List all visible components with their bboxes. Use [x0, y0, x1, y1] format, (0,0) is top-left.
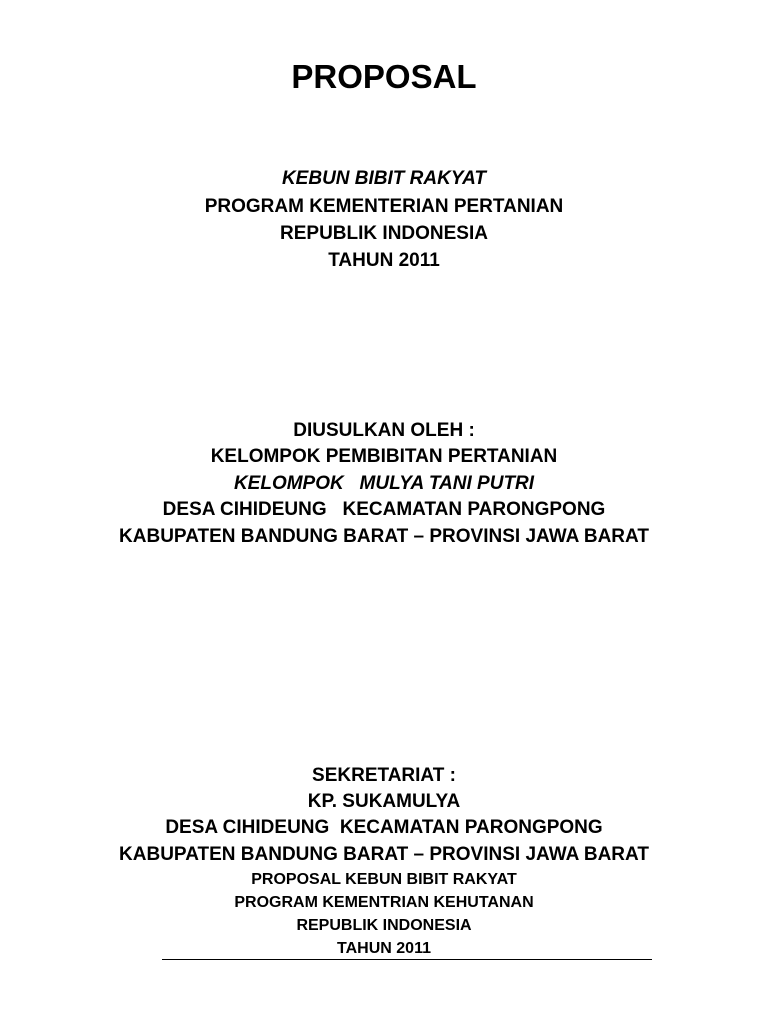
program-sponsor: PROGRAM KEMENTERIAN PERTANIAN: [204, 196, 564, 217]
secretariat-address: KP. SUKAMULYA: [307, 791, 461, 812]
secretariat-region: KABUPATEN BANDUNG BARAT – PROVINSI JAWA BARAT: [119, 844, 649, 865]
secretariat-heading: SEKRETARIAT :: [312, 765, 456, 786]
secretariat-village: DESA CIHIDEUNG KECAMATAN PARONGPONG: [165, 817, 603, 838]
proposer-heading: DIUSULKAN OLEH :: [293, 420, 475, 441]
proposer-group-type: KELOMPOK PEMBIBITAN PERTANIAN: [210, 446, 558, 467]
proposer-region: KABUPATEN BANDUNG BARAT – PROVINSI JAWA BARAT: [119, 526, 649, 547]
program-name: KEBUN BIBIT RAKYAT: [281, 168, 487, 189]
proposer-village: DESA CIHIDEUNG KECAMATAN PARONGPONG: [162, 499, 606, 520]
footer-line-1: PROPOSAL KEBUN BIBIT RAKYAT: [251, 871, 517, 888]
footer-line-4: TAHUN 2011: [337, 940, 431, 957]
proposer-group-name: KELOMPOK MULYA TANI PUTRI: [233, 473, 535, 494]
footer-line-2: PROGRAM KEMENTRIAN KEHUTANAN: [234, 894, 534, 911]
footer-underline: [162, 959, 652, 960]
footer-line-3: REPUBLIK INDONESIA: [296, 917, 472, 934]
program-year: TAHUN 2011: [328, 250, 440, 271]
document-title: PROPOSAL: [291, 58, 477, 95]
program-country: REPUBLIK INDONESIA: [280, 223, 488, 244]
